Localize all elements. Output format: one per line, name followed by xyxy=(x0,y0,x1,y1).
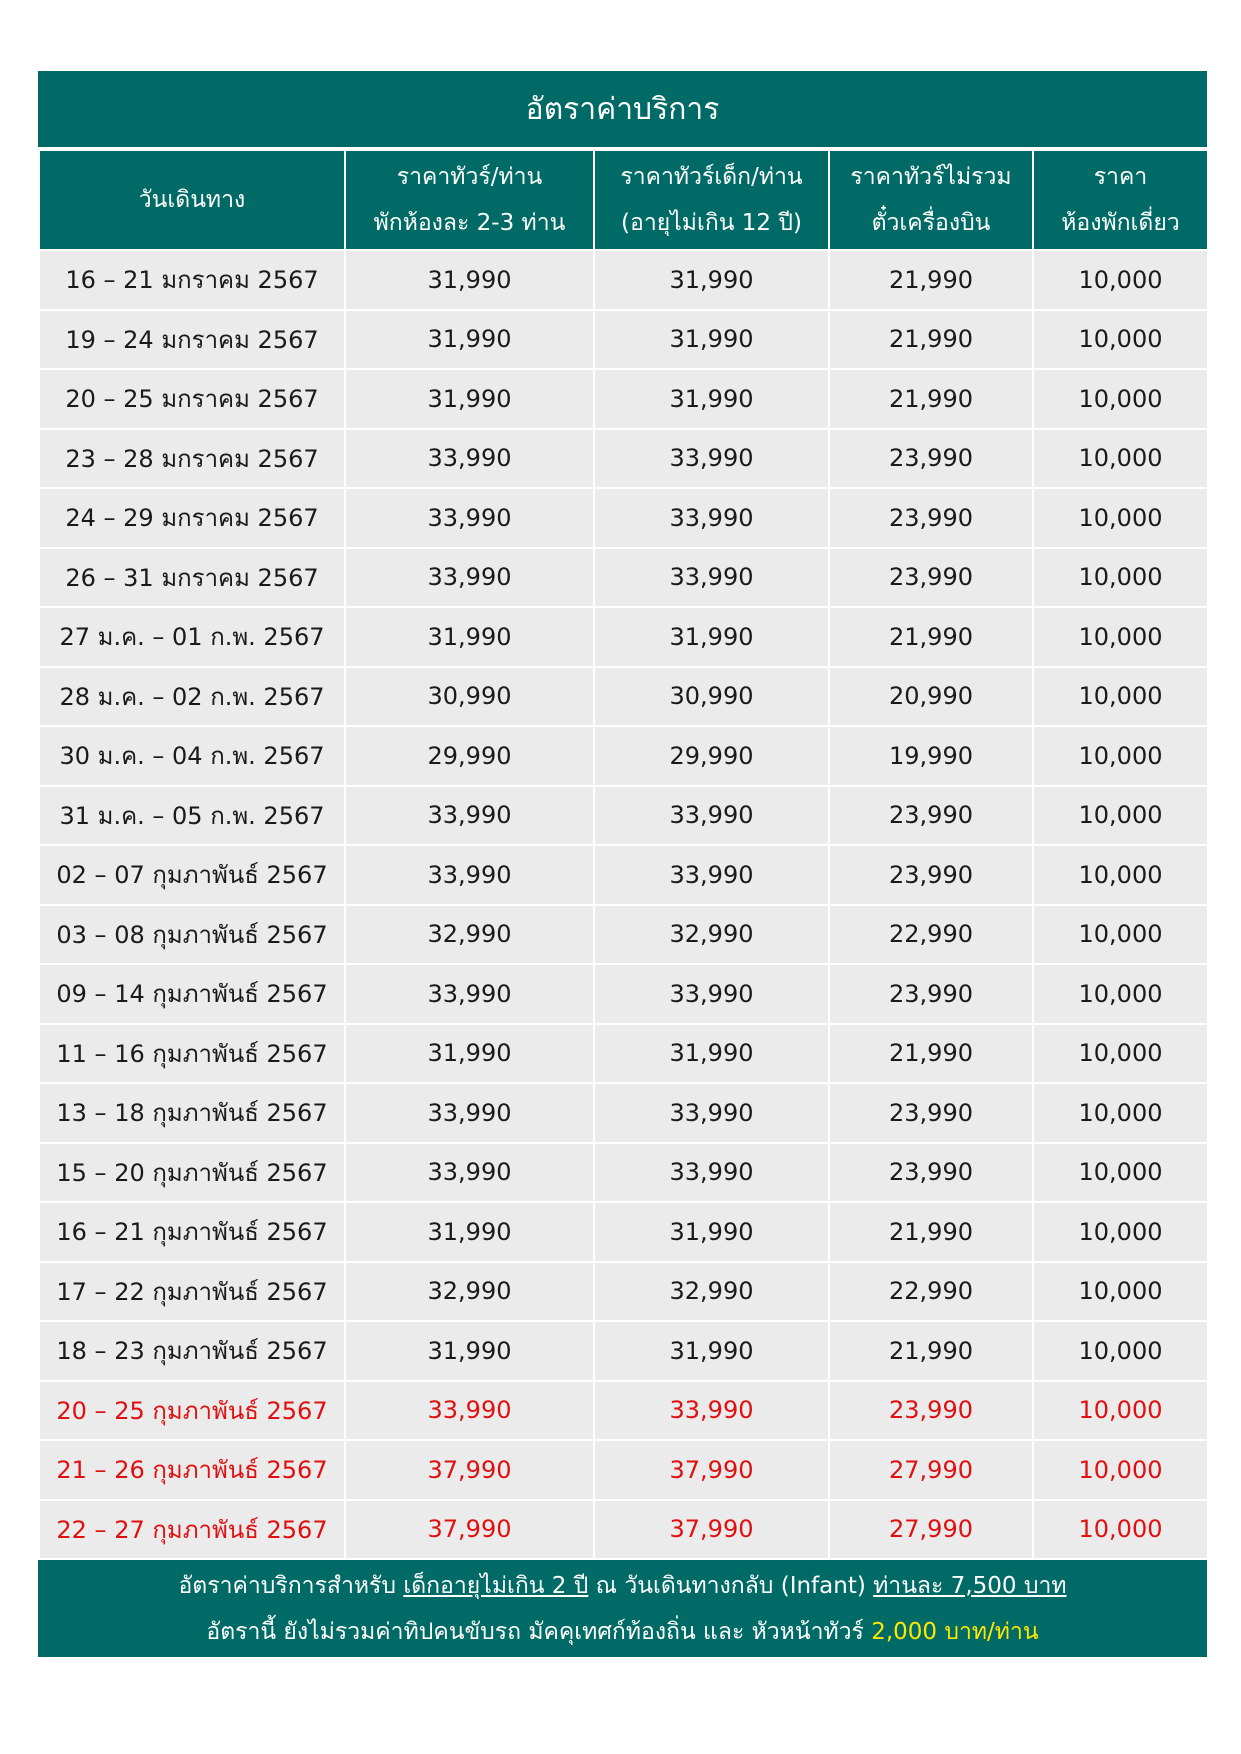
cell-date: 18 – 23 กุมภาพันธ์ 2567 xyxy=(39,1321,345,1381)
cell-no-ticket: 19,990 xyxy=(829,726,1033,786)
table-row xyxy=(39,1143,1208,1203)
table-title: อัตราค่าบริการ xyxy=(38,71,1207,149)
cell-date: 17 – 22 กุมภาพันธ์ 2567 xyxy=(39,1262,345,1322)
cell-child: 33,990 xyxy=(594,786,829,846)
cell-adult: 37,990 xyxy=(345,1500,594,1560)
table-row xyxy=(39,1083,1208,1143)
cell-no-ticket: 22,990 xyxy=(829,905,1033,965)
cell-single: 10,000 xyxy=(1033,667,1208,727)
cell-date: 21 – 26 กุมภาพันธ์ 2567 xyxy=(39,1440,345,1500)
cell-date: 22 – 27 กุมภาพันธ์ 2567 xyxy=(39,1500,345,1560)
header-date: วันเดินทาง xyxy=(39,150,345,250)
header-adult-price: ราคาทัวร์/ท่าน พักห้องละ 2-3 ท่าน xyxy=(345,150,594,250)
cell-date: 24 – 29 มกราคม 2567 xyxy=(39,488,345,548)
cell-single: 10,000 xyxy=(1033,607,1208,667)
cell-date: 15 – 20 กุมภาพันธ์ 2567 xyxy=(39,1143,345,1203)
cell-adult: 33,990 xyxy=(345,1083,594,1143)
price-table-container xyxy=(38,71,1207,1657)
cell-no-ticket: 23,990 xyxy=(829,1143,1033,1203)
cell-no-ticket: 21,990 xyxy=(829,1202,1033,1262)
table-row xyxy=(39,1440,1208,1500)
cell-child: 31,990 xyxy=(594,310,829,370)
cell-no-ticket: 23,990 xyxy=(829,845,1033,905)
table-row xyxy=(39,1024,1208,1084)
table-row xyxy=(39,1321,1208,1381)
cell-adult: 31,990 xyxy=(345,250,594,310)
cell-child: 33,990 xyxy=(594,964,829,1024)
cell-single: 10,000 xyxy=(1033,726,1208,786)
cell-child: 32,990 xyxy=(594,1262,829,1322)
cell-no-ticket: 21,990 xyxy=(829,310,1033,370)
cell-date: 27 ม.ค. – 01 ก.พ. 2567 xyxy=(39,607,345,667)
cell-adult: 32,990 xyxy=(345,905,594,965)
cell-child: 33,990 xyxy=(594,488,829,548)
header-single-room-price: ราคา ห้องพักเดี่ยว xyxy=(1033,150,1208,250)
cell-adult: 37,990 xyxy=(345,1440,594,1500)
cell-child: 33,990 xyxy=(594,1083,829,1143)
cell-adult: 31,990 xyxy=(345,369,594,429)
table-row xyxy=(39,1381,1208,1441)
table-row xyxy=(39,429,1208,489)
cell-no-ticket: 21,990 xyxy=(829,250,1033,310)
table-body xyxy=(39,250,1208,1559)
cell-child: 37,990 xyxy=(594,1500,829,1560)
table-row xyxy=(39,726,1208,786)
cell-adult: 31,990 xyxy=(345,310,594,370)
cell-date: 11 – 16 กุมภาพันธ์ 2567 xyxy=(39,1024,345,1084)
cell-no-ticket: 20,990 xyxy=(829,667,1033,727)
cell-adult: 31,990 xyxy=(345,1202,594,1262)
table-row xyxy=(39,667,1208,727)
cell-adult: 33,990 xyxy=(345,429,594,489)
cell-adult: 33,990 xyxy=(345,1381,594,1441)
header-no-ticket-price: ราคาทัวร์ไม่รวม ตั๋วเครื่องบิน xyxy=(829,150,1033,250)
cell-child: 31,990 xyxy=(594,250,829,310)
table-row xyxy=(39,905,1208,965)
cell-adult: 33,990 xyxy=(345,488,594,548)
cell-single: 10,000 xyxy=(1033,1500,1208,1560)
table-row xyxy=(39,310,1208,370)
cell-adult: 29,990 xyxy=(345,726,594,786)
table-row xyxy=(39,786,1208,846)
cell-no-ticket: 23,990 xyxy=(829,548,1033,608)
cell-date: 16 – 21 มกราคม 2567 xyxy=(39,250,345,310)
table-row xyxy=(39,845,1208,905)
cell-no-ticket: 23,990 xyxy=(829,1083,1033,1143)
cell-single: 10,000 xyxy=(1033,905,1208,965)
cell-date: 03 – 08 กุมภาพันธ์ 2567 xyxy=(39,905,345,965)
cell-no-ticket: 23,990 xyxy=(829,488,1033,548)
cell-date: 19 – 24 มกราคม 2567 xyxy=(39,310,345,370)
cell-child: 31,990 xyxy=(594,1321,829,1381)
cell-child: 31,990 xyxy=(594,1024,829,1084)
cell-single: 10,000 xyxy=(1033,1083,1208,1143)
cell-date: 28 ม.ค. – 02 ก.พ. 2567 xyxy=(39,667,345,727)
cell-adult: 33,990 xyxy=(345,845,594,905)
cell-single: 10,000 xyxy=(1033,1202,1208,1262)
cell-child: 31,990 xyxy=(594,1202,829,1262)
cell-child: 37,990 xyxy=(594,1440,829,1500)
cell-single: 10,000 xyxy=(1033,1381,1208,1441)
cell-adult: 33,990 xyxy=(345,1143,594,1203)
cell-single: 10,000 xyxy=(1033,786,1208,846)
cell-date: 09 – 14 กุมภาพันธ์ 2567 xyxy=(39,964,345,1024)
cell-date: 20 – 25 มกราคม 2567 xyxy=(39,369,345,429)
cell-child: 33,990 xyxy=(594,1381,829,1441)
cell-no-ticket: 23,990 xyxy=(829,786,1033,846)
footer-line-infant: อัตราค่าบริการสำหรับ เด็กอายุไม่เกิน 2 ปี ณ วันเดินทางกลับ (Infant) ท่านละ 7,500 บาท xyxy=(178,1572,1067,1599)
cell-adult: 32,990 xyxy=(345,1262,594,1322)
header-row xyxy=(39,150,1208,250)
cell-single: 10,000 xyxy=(1033,1321,1208,1381)
cell-child: 31,990 xyxy=(594,607,829,667)
cell-date: 31 ม.ค. – 05 ก.พ. 2567 xyxy=(39,786,345,846)
cell-date: 13 – 18 กุมภาพันธ์ 2567 xyxy=(39,1083,345,1143)
cell-single: 10,000 xyxy=(1033,845,1208,905)
table-row xyxy=(39,488,1208,548)
cell-no-ticket: 23,990 xyxy=(829,1381,1033,1441)
cell-child: 32,990 xyxy=(594,905,829,965)
cell-no-ticket: 27,990 xyxy=(829,1500,1033,1560)
table-row xyxy=(39,607,1208,667)
cell-adult: 31,990 xyxy=(345,607,594,667)
cell-no-ticket: 27,990 xyxy=(829,1440,1033,1500)
cell-single: 10,000 xyxy=(1033,1262,1208,1322)
cell-child: 33,990 xyxy=(594,845,829,905)
table-footer xyxy=(38,1560,1207,1657)
price-table xyxy=(38,149,1209,1560)
cell-single: 10,000 xyxy=(1033,429,1208,489)
cell-adult: 33,990 xyxy=(345,548,594,608)
cell-single: 10,000 xyxy=(1033,1440,1208,1500)
cell-no-ticket: 22,990 xyxy=(829,1262,1033,1322)
cell-adult: 33,990 xyxy=(345,964,594,1024)
cell-single: 10,000 xyxy=(1033,964,1208,1024)
cell-single: 10,000 xyxy=(1033,250,1208,310)
cell-single: 10,000 xyxy=(1033,1143,1208,1203)
cell-adult: 33,990 xyxy=(345,786,594,846)
table-row xyxy=(39,1202,1208,1262)
cell-single: 10,000 xyxy=(1033,548,1208,608)
cell-date: 16 – 21 กุมภาพันธ์ 2567 xyxy=(39,1202,345,1262)
cell-single: 10,000 xyxy=(1033,369,1208,429)
table-row xyxy=(39,250,1208,310)
cell-adult: 30,990 xyxy=(345,667,594,727)
cell-child: 29,990 xyxy=(594,726,829,786)
cell-no-ticket: 23,990 xyxy=(829,429,1033,489)
cell-adult: 31,990 xyxy=(345,1024,594,1084)
footer-line-tips: อัตรานี้ ยังไม่รวมค่าทิปคนขับรถ มัคคุเทศก์ท้องถิ่น และ หัวหน้าทัวร์ 2,000 บาท/ท่าน xyxy=(206,1618,1039,1645)
cell-adult: 31,990 xyxy=(345,1321,594,1381)
cell-child: 33,990 xyxy=(594,1143,829,1203)
table-row xyxy=(39,369,1208,429)
table-row xyxy=(39,548,1208,608)
cell-no-ticket: 23,990 xyxy=(829,964,1033,1024)
cell-child: 31,990 xyxy=(594,369,829,429)
cell-date: 20 – 25 กุมภาพันธ์ 2567 xyxy=(39,1381,345,1441)
cell-no-ticket: 21,990 xyxy=(829,1321,1033,1381)
cell-single: 10,000 xyxy=(1033,488,1208,548)
table-row xyxy=(39,1500,1208,1560)
cell-child: 33,990 xyxy=(594,548,829,608)
cell-no-ticket: 21,990 xyxy=(829,607,1033,667)
table-row xyxy=(39,964,1208,1024)
cell-date: 23 – 28 มกราคม 2567 xyxy=(39,429,345,489)
header-child-price: ราคาทัวร์เด็ก/ท่าน (อายุไม่เกิน 12 ปี) xyxy=(594,150,829,250)
table-row xyxy=(39,1262,1208,1322)
cell-date: 02 – 07 กุมภาพันธ์ 2567 xyxy=(39,845,345,905)
cell-single: 10,000 xyxy=(1033,1024,1208,1084)
cell-single: 10,000 xyxy=(1033,310,1208,370)
cell-no-ticket: 21,990 xyxy=(829,369,1033,429)
cell-no-ticket: 21,990 xyxy=(829,1024,1033,1084)
cell-date: 26 – 31 มกราคม 2567 xyxy=(39,548,345,608)
cell-child: 30,990 xyxy=(594,667,829,727)
cell-child: 33,990 xyxy=(594,429,829,489)
cell-date: 30 ม.ค. – 04 ก.พ. 2567 xyxy=(39,726,345,786)
